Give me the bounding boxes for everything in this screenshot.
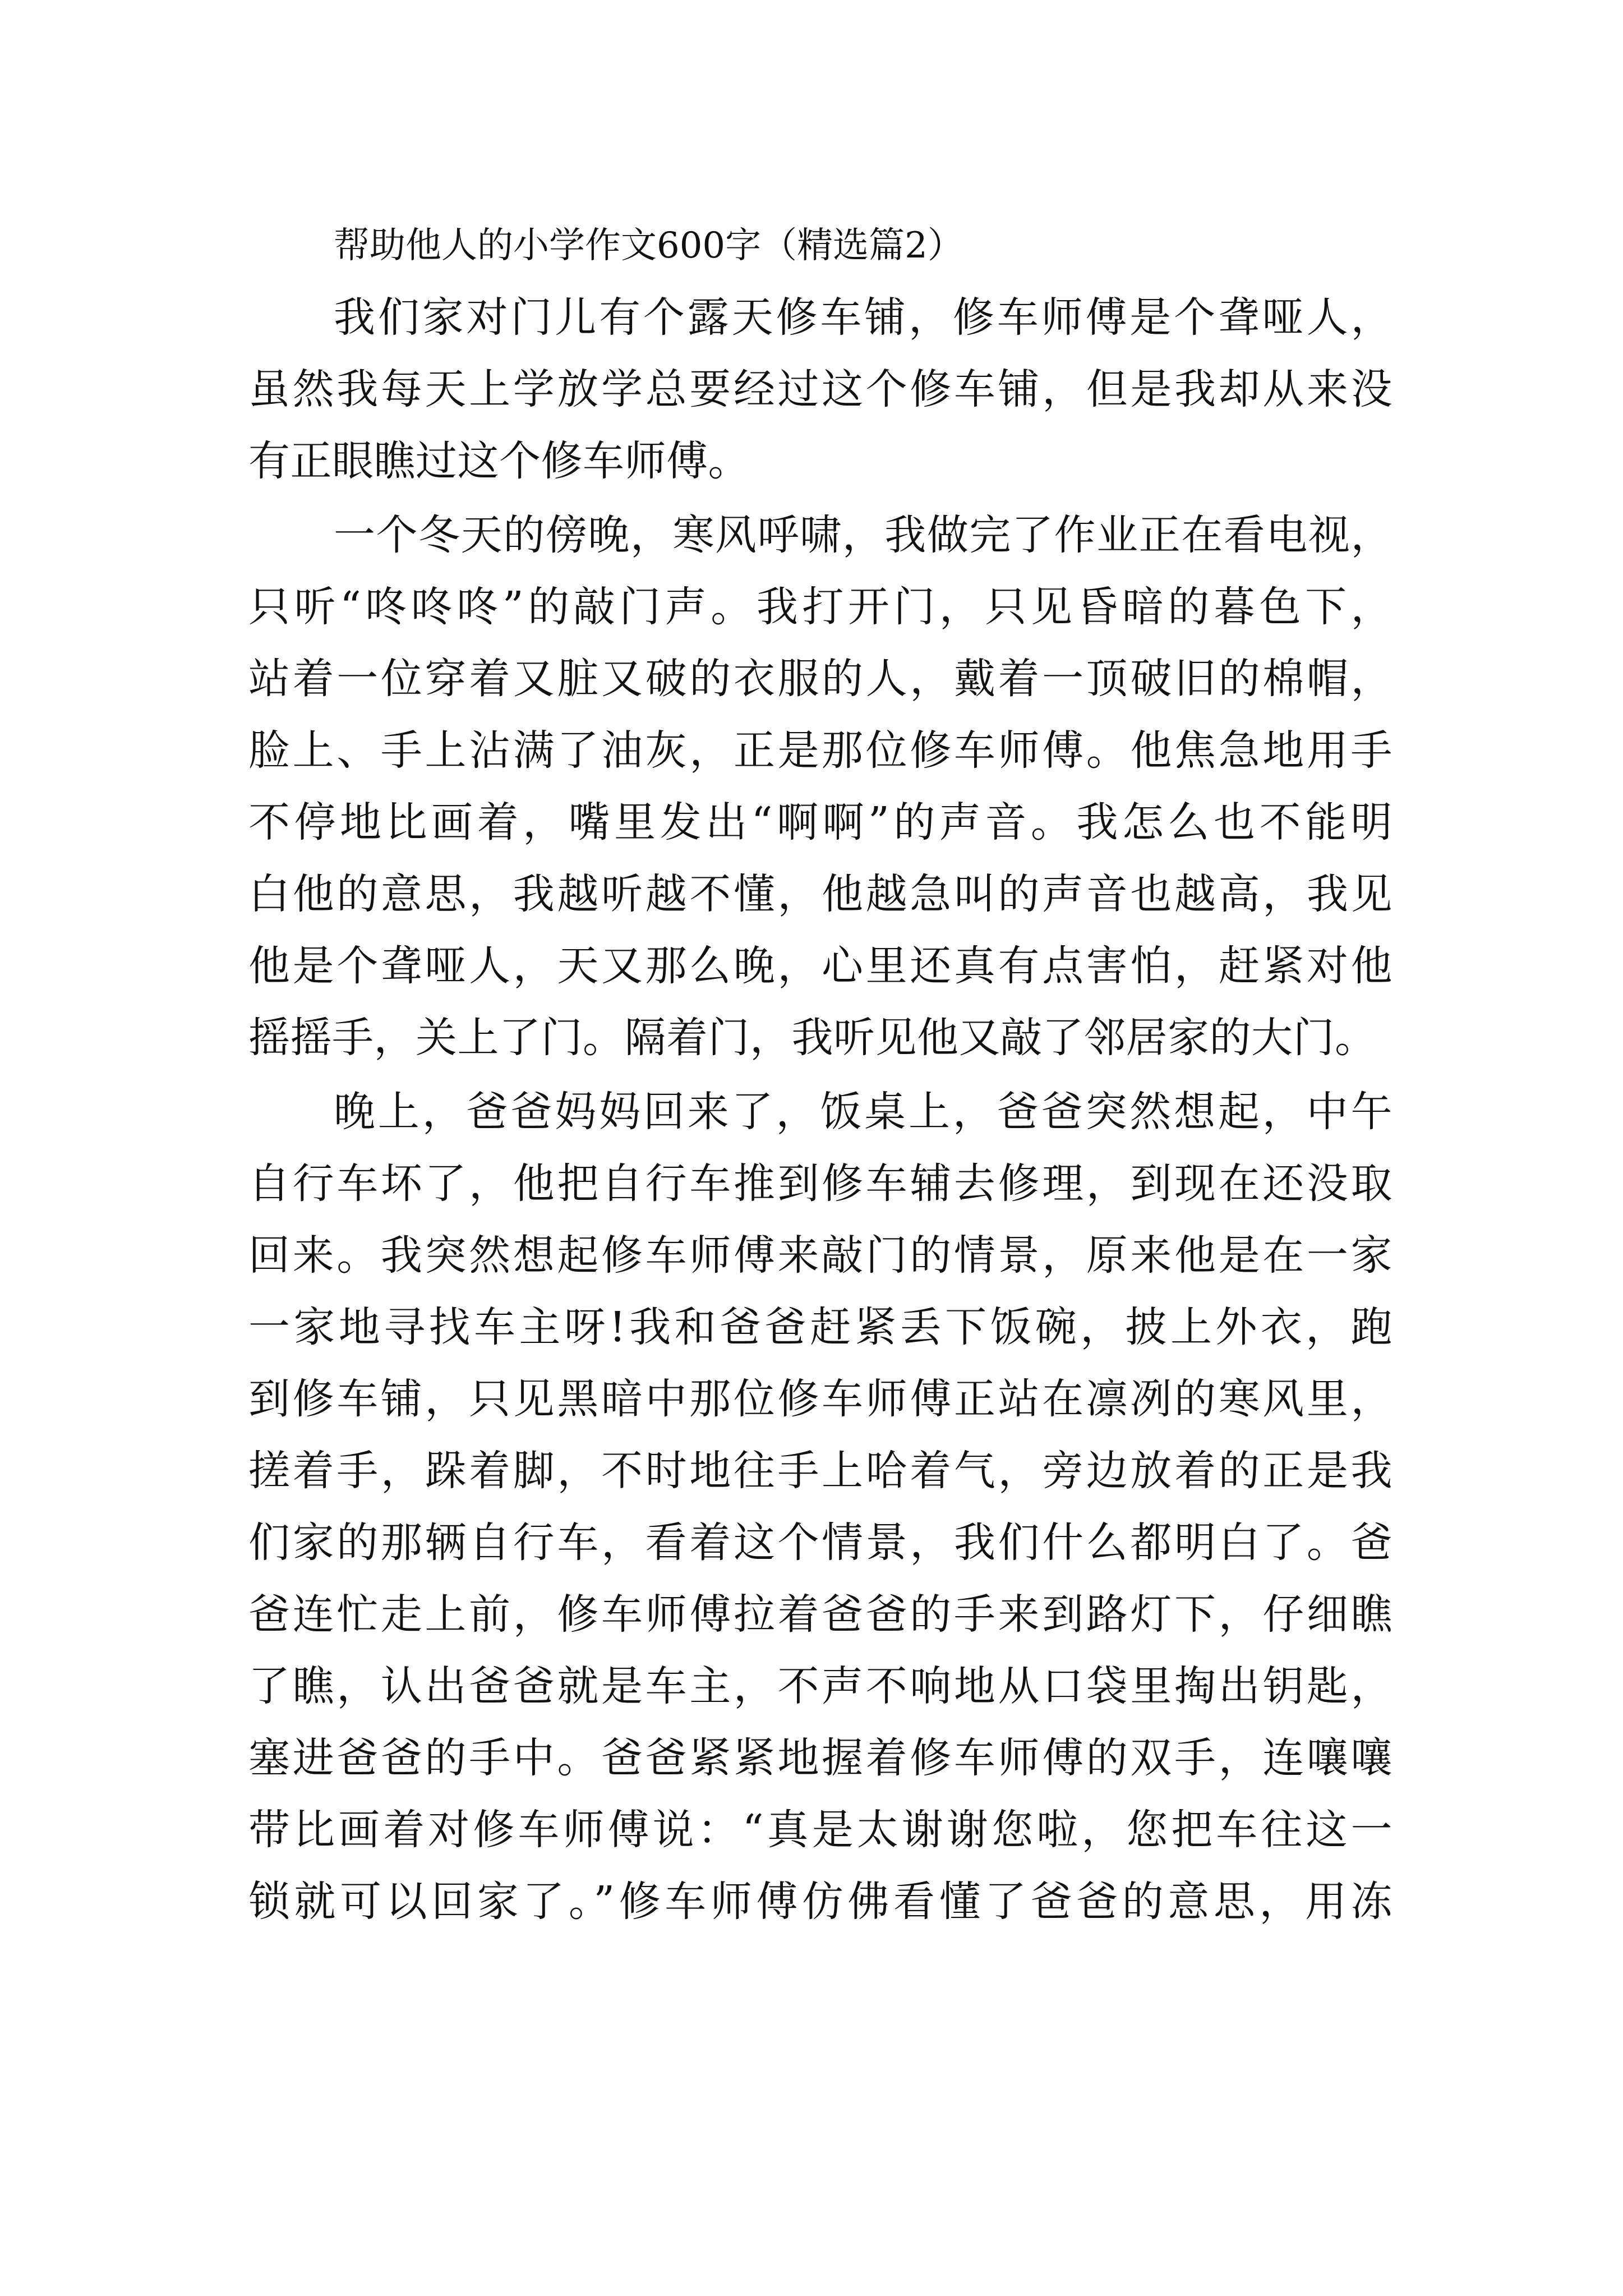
document-body: [248, 210, 1393, 1940]
text-line: 只听“咚咚咚”的敲门声。我打开门，只见昏暗的暮色下，: [248, 583, 1393, 631]
text-line: 脸上、手上沾满了油灰，正是那位修车师傅。他焦急地用手: [248, 726, 1393, 775]
text-line: 他是个聋哑人，天又那么晚，心里还真有点害怕，赶紧对他: [248, 942, 1393, 990]
text-line: 到修车铺，只见黑暗中那位修车师傅正站在凛冽的寒风里，: [248, 1375, 1393, 1423]
text-line: 了瞧，认出爸爸就是车主，不声不响地从口袋里掏出钥匙，: [248, 1662, 1393, 1710]
text-line: 带比画着对修车师傅说：“真是太谢谢您啦，您把车往这一: [248, 1806, 1393, 1854]
paragraph-3: [248, 1076, 1393, 1938]
text-line: 晚上，爸爸妈妈回来了，饭桌上，爸爸突然想起，中午: [334, 1088, 1393, 1136]
text-line: 们家的那辆自行车，看着这个情景，我们什么都明白了。爸: [248, 1519, 1393, 1567]
paragraph-1: [248, 282, 1393, 497]
text-line: 我们家对门儿有个露天修车铺，修车师傅是个聋哑人，: [334, 293, 1393, 342]
text-line: 不停地比画着，嘴里发出“啊啊”的声音。我怎么也不能明: [248, 798, 1393, 846]
text-line: 回来。我突然想起修车师傅来敲门的情景，原来他是在一家: [248, 1231, 1393, 1280]
paragraph-2: [248, 499, 1393, 1074]
document-title: 帮助他人的小学作文600字（精选篇2）: [334, 225, 963, 266]
text-line: 站着一位穿着又脏又破的衣服的人，戴着一顶破旧的棉帽，: [248, 655, 1393, 703]
text-line: 一个冬天的傍晚，寒风呼啸，我做完了作业正在看电视，: [334, 511, 1393, 559]
text-line: 虽然我每天上学放学总要经过这个修车铺，但是我却从来没: [248, 365, 1393, 413]
text-line: 搓着手，跺着脚，不时地往手上哈着气，旁边放着的正是我: [248, 1447, 1393, 1495]
text-line: 塞进爸爸的手中。爸爸紧紧地握着修车师傅的双手，连嚷嚷: [248, 1734, 1393, 1782]
text-line: 一家地寻找车主呀!我和爸爸赶紧丢下饭碗，披上外衣，跑: [248, 1303, 1393, 1351]
text-line: 锁就可以回家了。”修车师傅仿佛看懂了爸爸的意思，用冻: [248, 1878, 1393, 1926]
text-line: 有正眼瞧过这个修车师傅。: [248, 437, 750, 485]
text-line: 自行车坏了，他把自行车推到修车辅去修理，到现在还没取: [248, 1159, 1393, 1208]
text-line: 白他的意思，我越听越不懂，他越急叫的声音也越高，我见: [248, 870, 1393, 918]
text-line: 爸连忙走上前，修车师傅拉着爸爸的手来到路灯下，仔细瞧: [248, 1590, 1393, 1639]
text-line: 摇摇手，关上了门。隔着门，我听见他又敲了邻居家的大门。: [248, 1014, 1377, 1062]
